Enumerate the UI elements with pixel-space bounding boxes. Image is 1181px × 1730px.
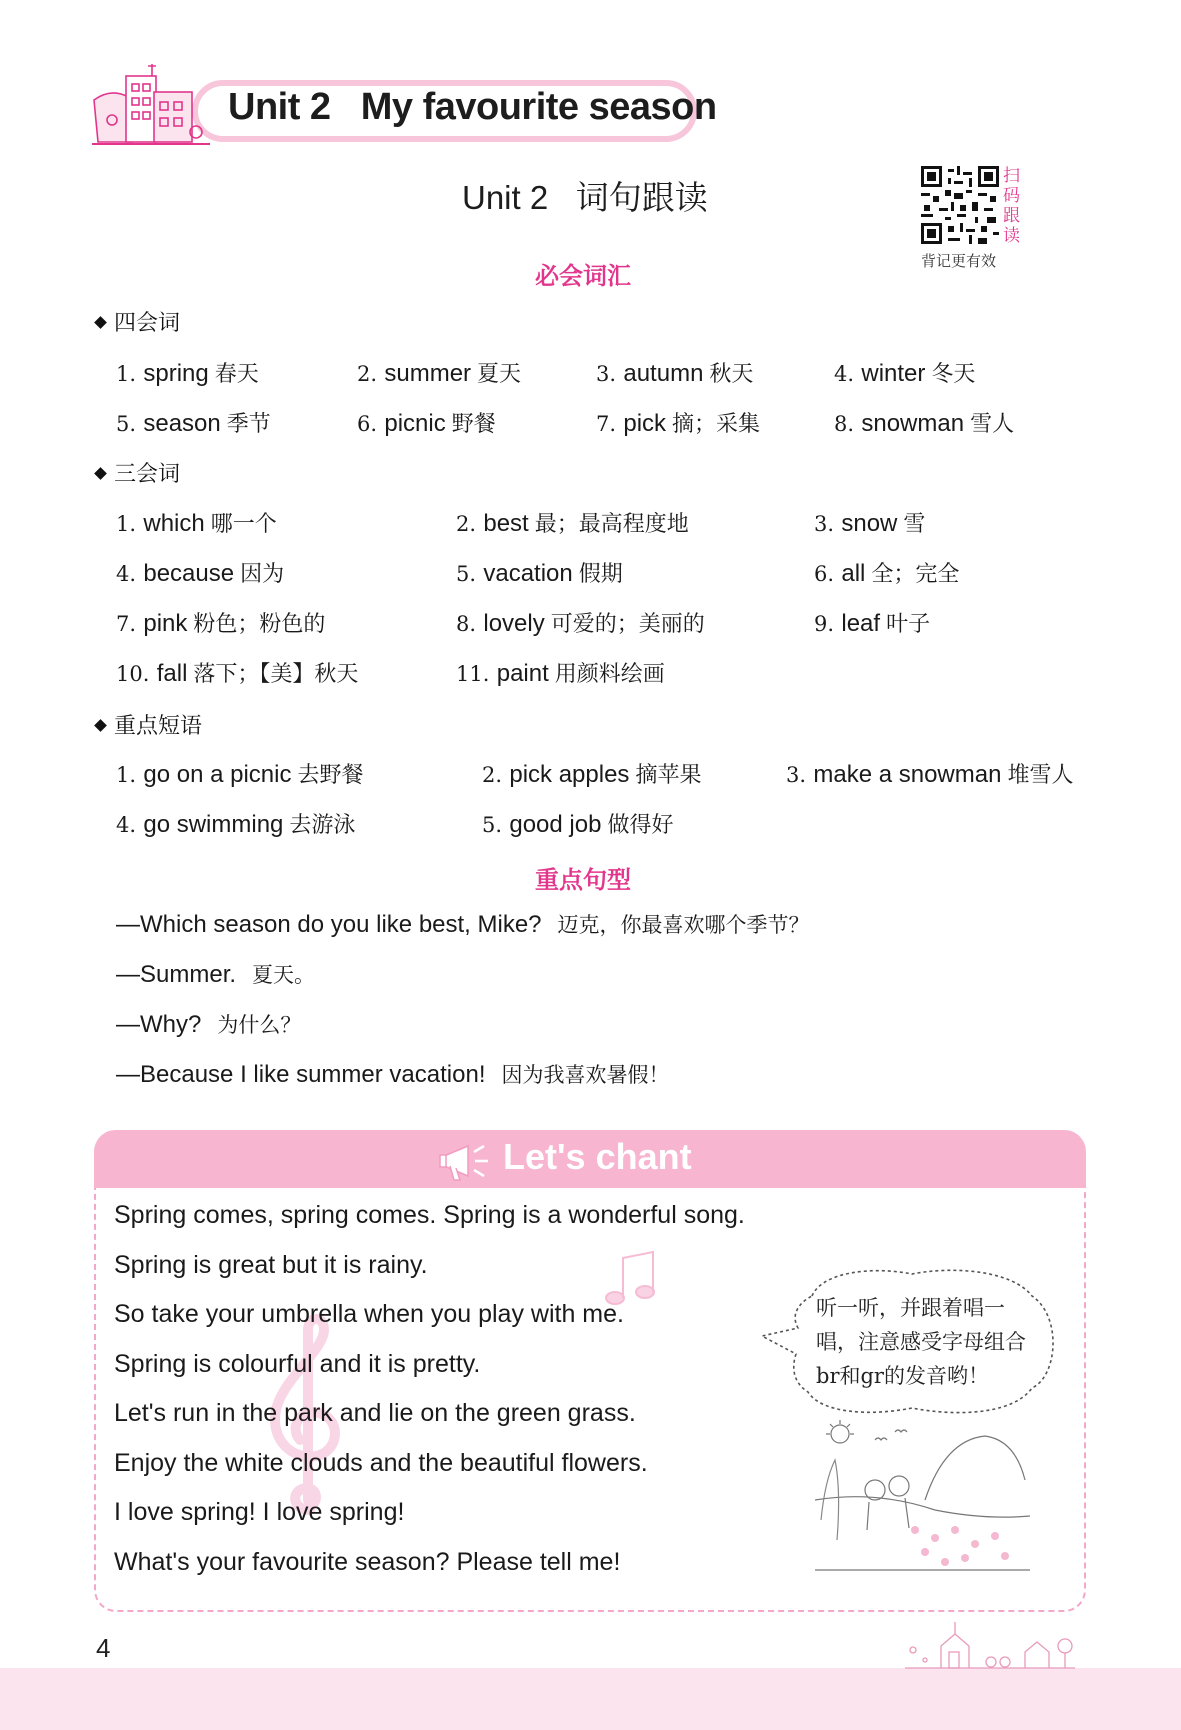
vocab-item: 8. lovely 可爱的；美丽的 bbox=[456, 610, 705, 637]
chant-line: Enjoy the white clouds and the beautiful flowers. bbox=[114, 1449, 648, 1477]
megaphone-icon bbox=[438, 1140, 498, 1184]
phrase-item: 5. good job 做得好 bbox=[482, 811, 674, 838]
phrase-item: 1. go on a picnic 去野餐 bbox=[116, 761, 364, 788]
unit-heading: Unit 2 My favourite season bbox=[228, 86, 717, 128]
vocab-item: 2. summer 夏天 bbox=[357, 360, 522, 387]
page-title: Unit 2 词句跟读 bbox=[462, 179, 708, 216]
group-title-key-phrases: 重点短语 bbox=[96, 709, 202, 740]
chant-line: What's your favourite season? Please tell me! bbox=[114, 1548, 621, 1576]
diamond-bullet-icon bbox=[94, 316, 107, 329]
chant-line: Let's run in the park and lie on the green grass. bbox=[114, 1399, 636, 1427]
dialog-line: —Summer. 夏天。 bbox=[116, 961, 316, 988]
qr-side-text: 扫 码 跟 读 bbox=[1003, 166, 1020, 246]
vocab-item: 8. snowman 雪人 bbox=[834, 410, 1015, 437]
vocab-item: 1. which 哪一个 bbox=[116, 510, 277, 537]
chant-line: Spring comes, spring comes. Spring is a wonderful song. bbox=[114, 1201, 745, 1229]
vocab-item: 2. best 最；最高程度地 bbox=[456, 510, 689, 537]
vocab-item: 9. leaf 叶子 bbox=[814, 610, 931, 637]
chant-title: Let's chant bbox=[503, 1136, 692, 1177]
speech-bubble-text: 听一听，并跟着唱一唱，注意感受字母组合br和gr的发音哟！ bbox=[816, 1296, 1026, 1388]
page-number: 4 bbox=[96, 1633, 111, 1663]
unit-banner bbox=[92, 62, 717, 152]
vocab-item: 11. paint 用颜料绘画 bbox=[456, 660, 665, 687]
vocab-item: 5. season 季节 bbox=[116, 410, 271, 437]
dialog-line: —Because I like summer vacation! 因为我喜欢暑假！ bbox=[116, 1061, 670, 1088]
vocab-item: 4. winter 冬天 bbox=[834, 360, 976, 387]
chant-line: Spring is great but it is rainy. bbox=[114, 1251, 428, 1279]
vocab-item: 3. autumn 秋天 bbox=[596, 360, 754, 387]
vocab-item: 4. because 因为 bbox=[116, 560, 285, 587]
diamond-bullet-icon bbox=[94, 467, 107, 480]
school-building-icon bbox=[92, 62, 212, 152]
vocab-item: 3. snow 雪 bbox=[814, 510, 926, 537]
vocab-item: 6. all 全；完全 bbox=[814, 560, 960, 587]
vocab-item: 6. picnic 野餐 bbox=[357, 410, 496, 437]
chant-line: Spring is colourful and it is pretty. bbox=[114, 1350, 481, 1378]
group-title-four-skill: 四会词 bbox=[96, 306, 180, 337]
phrase-item: 4. go swimming 去游泳 bbox=[116, 811, 356, 838]
chant-line: I love spring! I love spring! bbox=[114, 1498, 405, 1526]
dialog-line: —Why? 为什么？ bbox=[116, 1011, 302, 1038]
vocab-item: 5. vacation 假期 bbox=[456, 560, 623, 587]
music-note-icon bbox=[603, 1248, 659, 1308]
pattern-section-title: 重点句型 bbox=[535, 866, 631, 894]
phrase-item: 2. pick apples 摘苹果 bbox=[482, 761, 702, 788]
vocab-item: 10. fall 落下；【美】秋天 bbox=[116, 660, 359, 687]
group-title-three-skill: 三会词 bbox=[96, 457, 180, 488]
vocab-item: 7. pick 摘；采集 bbox=[596, 410, 761, 437]
chant-line: So take your umbrella when you play with me. bbox=[114, 1300, 624, 1328]
footer-band bbox=[0, 1668, 1181, 1730]
vocab-item: 7. pink 粉色；粉色的 bbox=[116, 610, 326, 637]
qr-caption: 背记更有效 bbox=[921, 252, 997, 270]
qr-code-icon[interactable] bbox=[921, 166, 999, 244]
dialog-line: —Which season do you like best, Mike? 迈克，你最喜欢哪个季节？ bbox=[116, 911, 810, 938]
phrase-item: 3. make a snowman 堆雪人 bbox=[786, 761, 1074, 788]
village-houses-icon bbox=[905, 1616, 1075, 1672]
vocab-item: 1. spring 春天 bbox=[116, 360, 259, 387]
diamond-bullet-icon bbox=[94, 719, 107, 732]
vocab-section-title: 必会词汇 bbox=[535, 262, 631, 290]
spring-scene-illustration bbox=[815, 1420, 1030, 1580]
